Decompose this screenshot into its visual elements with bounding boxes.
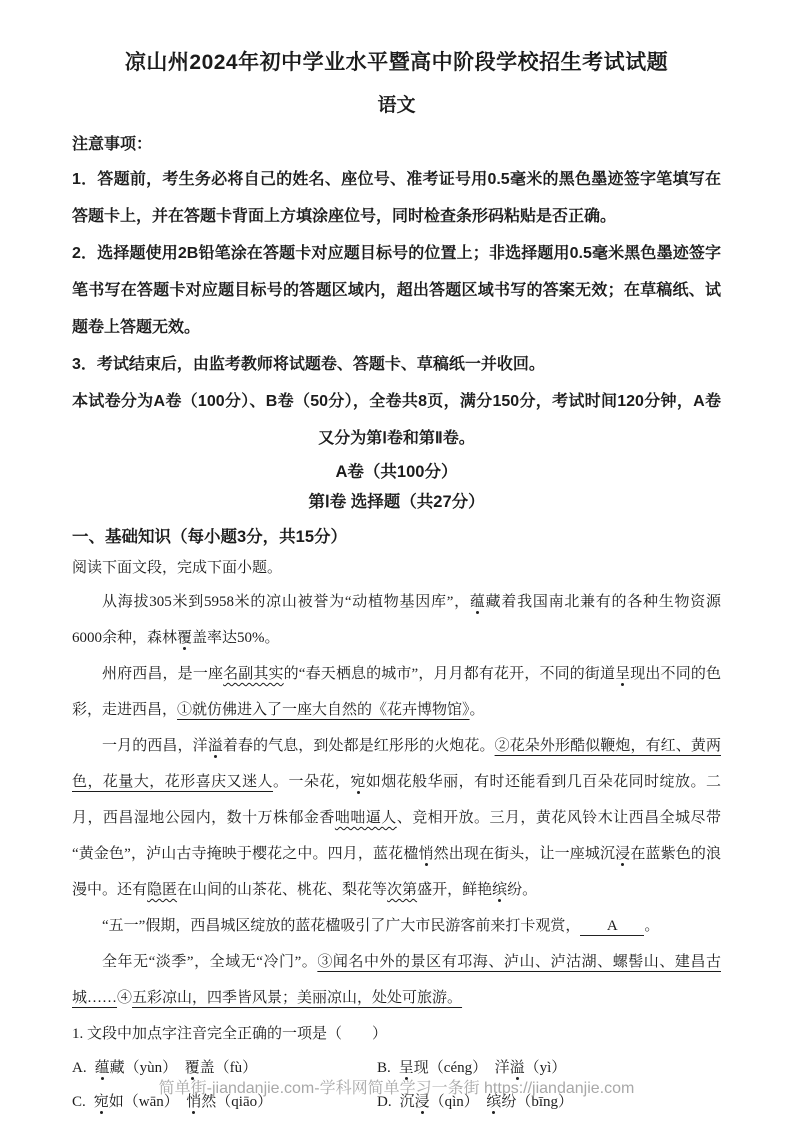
passage-segment: 缤 [492, 882, 508, 898]
option-label: D. [377, 1094, 392, 1110]
passage-segment: 的“春天栖息的城市”，月月都有花开，不同的街道 [283, 666, 616, 682]
passage-segment: 盛开，鲜艳 [417, 882, 493, 898]
passage-segment: 、竞相开放。三月，黄花风铃木让西昌全城尽带“黄金色”，泸山古寺掩映于樱花之中。四月，蓝花楹 [72, 810, 721, 862]
notice-item-3: 3．考试结束后，由监考教师将试题卷、答题卡、草稿纸一并收回。 [72, 356, 545, 373]
passage-segment: ②花朵外形酷似鞭炮，有红、黄两色，花量大，花形喜庆又迷人 [72, 738, 721, 790]
passage-segment: “五一”假期，西昌城区绽放的蓝花楹吸引了广大市民游客前来打卡观赏， [102, 918, 581, 934]
passage-segment: 现（céng） 洋 [413, 1060, 510, 1076]
volume-info: 本试卷分为A卷（100分）、B卷（50分），全卷共8页，满分150分，考试时间120分钟，A卷又分为第Ⅰ卷和第Ⅱ卷。 [72, 393, 721, 447]
section1-heading: 一、基础知识（每小题3分，共15分） [72, 528, 348, 546]
passage-segment: A [580, 919, 644, 936]
passage-segment: 然出现在街头，让一座城沉 [433, 846, 616, 862]
passage-paragraph [72, 584, 721, 656]
passage-segment: ①就仿佛进入了一座大自然的《花卉博物馆》 [177, 702, 470, 718]
passage-segment: 在山间的山茶花、桃花、梨花等 [177, 882, 388, 898]
passage-segment: 呈 [398, 1060, 414, 1076]
passage-segment: 覆 [184, 1060, 200, 1076]
passage-segment: 蕴 [94, 1060, 110, 1076]
passage-segment: 溢 [509, 1060, 525, 1076]
passage-segment: 浸 [414, 1094, 430, 1110]
option-text [399, 1060, 567, 1076]
passage-segment: （yì） [524, 1060, 567, 1076]
paper-subject: 语文 [377, 95, 416, 116]
passage-segment: 盖率达50%。 [192, 630, 280, 646]
passage-segment: 隐匿 [147, 882, 178, 898]
passage-segment: 次第 [387, 882, 418, 898]
option-text [95, 1060, 258, 1076]
reading-passage [72, 584, 721, 1016]
passage-segment: 悄 [186, 1094, 202, 1110]
passage-segment: 。一朵花， [273, 774, 351, 790]
passage-segment: ④ [117, 990, 133, 1006]
paper-title: 凉山州2024年初中学业水平暨高中阶段学校招生考试试题 [124, 51, 669, 74]
passage-segment: 呈 [615, 666, 631, 682]
passage-intro: 阅读下面文段，完成下面小题。 [72, 560, 283, 576]
passage-segment: 。 [644, 918, 660, 934]
part1-heading: 第Ⅰ卷 选择题（共27分） [308, 493, 485, 511]
passage-segment: 盖（fù） [199, 1060, 258, 1076]
question-1-number: 1. [72, 1026, 84, 1042]
passage-segment: 。 [469, 702, 485, 718]
passage-segment: 溢 [207, 738, 223, 754]
notice-item-1: 1．答题前，考生务必将自己的姓名、座位号、准考证号用0.5毫米的黑色墨迹签字笔填写在答题卡上，并在答题卡背面上方填涂座位号，同时检查条形码粘贴是否正确。 [72, 171, 721, 225]
passage-paragraph [72, 944, 721, 1016]
passage-segment: 咄咄逼人 [334, 810, 397, 826]
passage-segment: 从海拔305米到5958米的凉山被誉为“动植物基因库”， [102, 594, 470, 610]
passage-segment: 悄 [418, 846, 434, 862]
passage-segment: 蕴 [469, 594, 486, 610]
passage-segment: 浸 [615, 846, 631, 862]
passage-segment: 五彩凉山，四季皆风景；美丽凉山，处处可旅游。 [132, 990, 463, 1006]
question-1-text: 文段中加点字注音完全正确的一项是（ ） [87, 1026, 388, 1042]
volume-a-heading: A卷（共100分） [335, 463, 458, 481]
passage-segment: 覆 [177, 630, 193, 646]
passage-segment: 纷。 [507, 882, 538, 898]
passage-segment: 着春的气息，到处都是红彤彤的火炮花。 [222, 738, 495, 754]
passage-segment: 现出不同的色彩，走进西昌， [72, 666, 721, 718]
passage-segment: 宛 [350, 774, 366, 790]
notice-section [72, 129, 721, 457]
passage-segment: 藏着我国南北兼有的各种生物资源6000余种，森林 [72, 594, 721, 646]
passage-segment: 宛 [93, 1094, 109, 1110]
notice-heading: 注意事项： [72, 136, 153, 153]
passage-segment: 纷（bīng） [501, 1094, 573, 1110]
question-1 [72, 1018, 721, 1051]
passage-segment: 沉 [399, 1094, 415, 1110]
passage-segment: 如烟花般华丽，有时还能看到几百朵花同时绽放。二月，西昌湿地公园内，数十万株郁金香 [72, 774, 721, 826]
passage-segment: （qìn） [429, 1094, 487, 1110]
notice-item-2: 2．选择题使用2B铅笔涂在答题卡对应题目标号的位置上；非选择题用0.5毫米黑色墨迹签字笔书写在答题卡对应题目标号的答题区域内，超出答题区域书写的答案无效；在草稿纸、试题卷上答题无效。 [72, 245, 721, 336]
passage-segment: 名副其实 [223, 666, 284, 682]
passage-segment: 在蓝紫色的浪漫中。还有 [72, 846, 721, 898]
passage-segment: 缤 [486, 1094, 502, 1110]
passage-paragraph [72, 656, 721, 728]
passage-segment: 一月的西昌，洋 [102, 738, 208, 754]
passage-paragraph [72, 908, 721, 944]
passage-segment: 藏（yùn） [109, 1060, 185, 1076]
passage-segment: 全年无“淡季”，全域无“冷门”。 [102, 954, 318, 970]
passage-segment: 州府西昌，是一座 [102, 666, 224, 682]
passage-segment: 如（wān） [108, 1094, 187, 1110]
footer-watermark: 简单街-jiandanjie.com-学科网简单学习一条街 https://jiandanjie.com [158, 1080, 635, 1097]
option-label: A. [72, 1060, 87, 1076]
passage-paragraph [72, 728, 721, 908]
passage-segment: 然（qiāo） [201, 1094, 273, 1110]
option-label: C. [72, 1094, 86, 1110]
passage-segment: ③闻名中外的景区有邛海、泸山、泸沽湖、螺髻山、建昌古城…… [72, 954, 721, 1006]
option-label: B. [377, 1060, 391, 1076]
